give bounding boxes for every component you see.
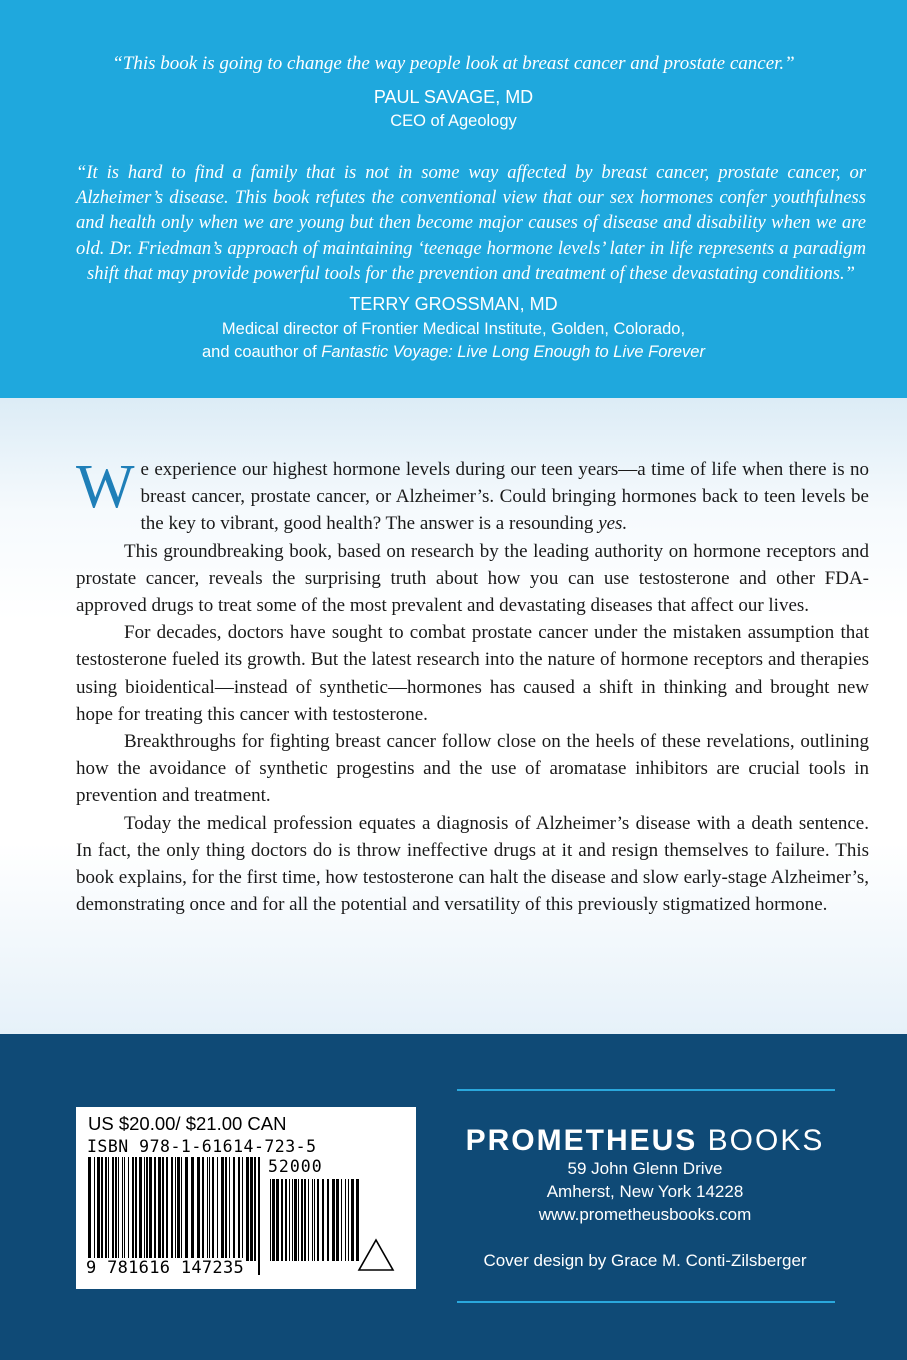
barcode-bar [158,1157,161,1261]
barcode-bar [272,1179,275,1261]
isbn-label: ISBN 978-1-61614-723-5 [87,1137,317,1156]
barcode-bar [314,1179,315,1261]
triangle-icon [356,1237,396,1273]
barcode-bar [122,1157,123,1261]
description-emphasis: yes. [598,513,628,535]
barcode-bar [254,1157,256,1261]
barcode-bar [171,1157,173,1261]
quote-grossman-author: TERRY GROSSMAN, MD [349,294,558,314]
barcode-bar [154,1157,156,1261]
price-label: US $20.00/ $21.00 CAN [88,1113,287,1134]
barcode-bar [229,1157,230,1261]
barcode-bar [124,1157,125,1261]
barcode-bar [225,1157,227,1261]
endorsements-band [0,0,907,398]
addon-barcode-icon [268,1179,366,1275]
barcode-bar [341,1179,342,1261]
barcode-bar [246,1157,249,1261]
barcode-bar [94,1157,95,1261]
bottom-divider [457,1301,835,1303]
barcode-bar [348,1179,349,1261]
barcode-bar [197,1157,200,1261]
barcode-bar [128,1157,129,1261]
barcode-bar [242,1157,243,1261]
barcode-bar [135,1157,137,1261]
barcode-bar [162,1157,164,1261]
barcode-bar [217,1157,218,1261]
barcode-bar [298,1179,299,1261]
barcode-bar [207,1157,208,1261]
barcode-bar [308,1179,309,1261]
barcode-bar [270,1179,271,1261]
barcode-bar [317,1179,319,1261]
barcode-bar [238,1157,240,1261]
drop-cap: W [76,453,135,521]
barcode-bar [166,1157,168,1261]
quote-grossman-role-prefix: and coauthor of [202,343,322,361]
barcode-bar [322,1179,324,1261]
description-paragraph-4: Breakthroughs for fighting breast cancer follow close on the heels of these revelations, outlining how the avoidance of synthetic progestins and the use of aromatase inhibitors are crucial tools in prevention and treatment. [76,731,869,807]
publisher-name-light: BOOKS [707,1124,825,1157]
book-description [76,453,869,918]
barcode-bar [332,1179,335,1261]
quote-grossman-book-title: Fantastic Voyage: Live Long Enough to Live Forever [321,343,705,361]
barcode-bar [177,1157,180,1261]
barcode-bar [105,1157,107,1261]
publisher-address-line1: 59 John Glenn Drive [567,1159,723,1178]
barcode-bar [146,1157,148,1261]
barcode-bar [101,1157,103,1261]
quote-grossman: “It is hard to find a family that is not in some way affected by breast cancer, prostate cancer, or Alzheimer’s disease. This book refutes the conventional view that our sex hormones confer youthfulness and health only when we are young but then become major causes of disease and disability when we are old. Dr. Friedman’s approach of maintaining ‘teenage hormone levels’ later in life represents a paradigm shift that may provide powerful tools for the prevention and treatment of these devastating conditions.” [76,162,866,284]
barcode-bar [336,1179,339,1261]
barcode-bar [345,1179,346,1261]
barcode-bar [233,1157,235,1261]
barcode-bar [149,1157,152,1261]
description-paragraph-1 [76,453,869,538]
barcode-bar [185,1157,188,1261]
barcode-bar [292,1179,293,1261]
quote-savage-role: CEO of Ageology [390,112,517,130]
barcode-bar [301,1179,303,1261]
barcode-bar [327,1179,329,1261]
description-paragraph-2: This groundbreaking book, based on research by the leading authority on hormone receptors and prostate cancer, reveals the surprising truth about how you can use testosterone and other FDA-approved drugs to treat some of the most prevalent and devastating diseases that affect our lives. [76,540,869,617]
barcode-bar [191,1157,194,1261]
barcode-bar [304,1179,306,1261]
publisher-name-bold: PROMETHEUS [465,1124,698,1157]
publisher-address-line2: Amherst, New York 14228 [546,1182,744,1201]
barcode-bar [258,1157,260,1275]
barcode-bar [221,1157,224,1261]
barcode-bar [351,1179,354,1261]
publisher-name [440,1124,850,1158]
barcode-box [76,1107,416,1289]
barcode-bar [97,1157,100,1261]
barcode-bar [285,1179,287,1261]
barcode-bar [209,1157,210,1261]
description-paragraph-5: Today the medical profession equates a diagnosis of Alzheimer’s disease with a death sentence. In fact, the only thing doctors do is throw ineffective drugs at it and resign themselves to failure. This book explains, for the first time, how testosterone can halt the disease and slow early-stage Alzheimer’s, demonstrating once and for all the potential and versatility of this previously stigmatized hormone. [76,812,869,916]
barcode-bar [212,1157,214,1261]
barcode-bar [202,1157,204,1261]
barcode-bar [312,1179,313,1261]
description-paragraph-1-text: e experience our highest hormone levels during our teen years—a time of life when there is no breast cancer, prostate cancer, or Alzheimer’s. Could bringing hormones back to teen levels be the key to vibrant, good health? The answer is a resounding [140,459,869,535]
barcode-bar [144,1157,145,1261]
description-paragraph-3: For decades, doctors have sought to combat prostate cancer under the mistaken assumption that testosterone fueled its growth. But the latest research into the nature of hormone receptors and therapies using bioidentical—instead of synthetic—hormones has caused a shift in thinking and brought new hope for treating this cancer with testosterone. [76,622,869,725]
top-divider [457,1089,835,1091]
quote-savage-author: PAUL SAVAGE, MD [373,87,534,107]
barcode-bar [250,1157,253,1261]
barcode-bar [139,1157,142,1261]
publisher-website: www.prometheusbooks.com [538,1205,752,1224]
barcode-bar [294,1179,297,1261]
barcode-bar [181,1157,182,1261]
barcode-bar [108,1157,109,1261]
barcode-bar [132,1157,134,1261]
barcode-bar [112,1157,114,1261]
ean-digits: 9 781616 147235 [86,1258,245,1278]
quote-grossman-role-line2 [0,341,907,363]
barcode-bar [276,1179,279,1261]
addon-number: 52000 [268,1157,323,1176]
barcode-bar [281,1179,283,1261]
barcode-bar [118,1157,119,1261]
book-description-section [0,398,907,1034]
quote-savage: “This book is going to change the way people look at breast cancer and prostate cancer.” [112,53,795,74]
barcode-bar [115,1157,117,1261]
barcode-bar [289,1179,290,1261]
quote-grossman-role-line1: Medical director of Frontier Medical Institute, Golden, Colorado, [221,320,686,338]
cover-design-credit: Cover design by Grace M. Conti-Zilsberger [483,1251,807,1270]
